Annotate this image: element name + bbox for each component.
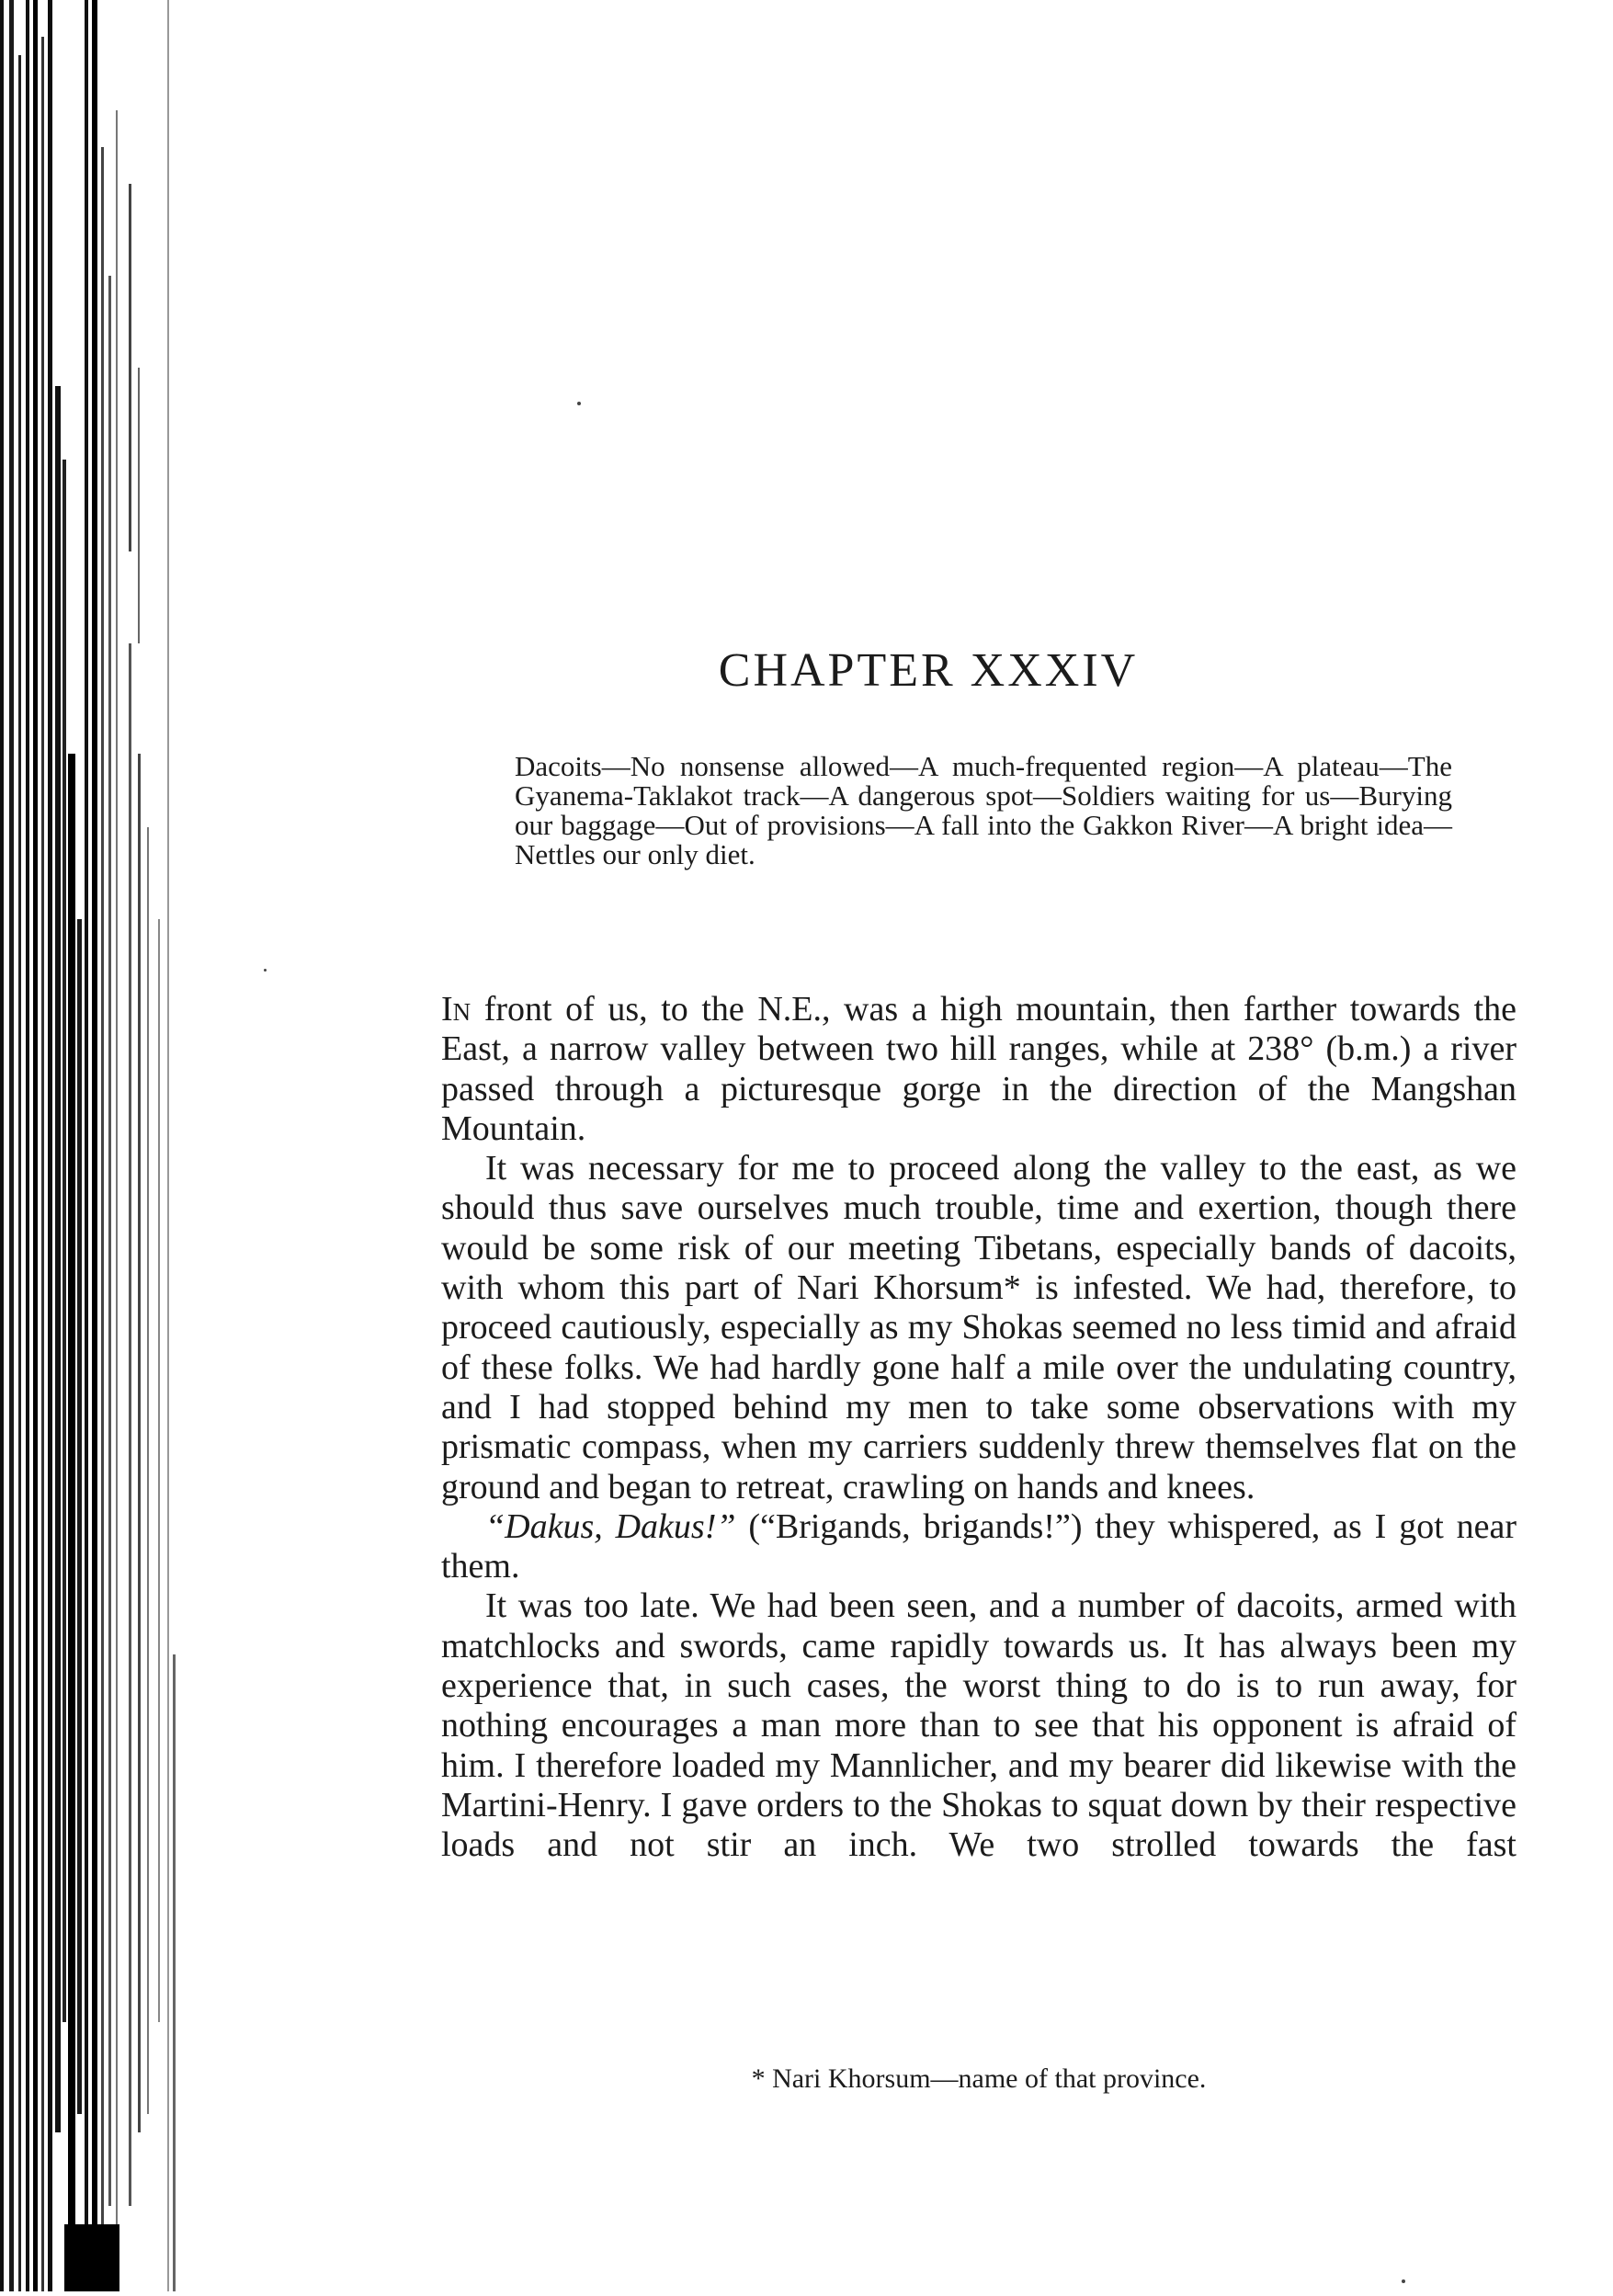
scan-binding-edge: [0, 0, 184, 2291]
paragraph: [441, 1507, 1516, 1587]
scan-speck: [264, 969, 267, 972]
binding-shadow-graphic: [0, 0, 184, 2291]
chapter-title: CHAPTER XXXIV: [718, 644, 1139, 697]
paragraph: It was necessary for me to proceed along the valley to the east, as we should thus save ourselves much trouble, time and exertion, though there would be some risk of our meeting Tibetans, especially bands of dacoits, with whom this part of Nari Khorsum* is infested. We had, therefore, to proceed cautiously, especially as my Shokas seemed no less timid and afraid of these folks. We had hardly gone half a mile over the undulating country, and I had stopped behind my men to take some observations with my prismatic compass, when my carriers suddenly threw themselves flat on the ground and began to retreat, crawling on hands and knees.: [441, 1149, 1516, 1506]
body-text: [441, 990, 1516, 1866]
paragraph-text: front of us, to the N.E., was a high mountain, then farther towards the East, a narrow valley between two hill ranges, while at 238° (b.m.) a river passed through a picturesque gorge in the direction of the Mangshan Mountain.: [441, 990, 1516, 1148]
scan-speck: [577, 402, 581, 405]
scan-speck: [1402, 2279, 1405, 2283]
italic-quote: “Dakus, Dakus!”: [485, 1506, 736, 1546]
paragraph: It was too late. We had been seen, and a number of dacoits, armed with matchlocks and swords, came rapidly towards us. It has always been my experience that, in such cases, the worst thing to do is to run away, for nothing encourages a man more than to see that his opponent is afraid of him. I therefore loaded my Mannlicher, and my bearer did likewise with the Martini-Henry. I gave orders to the Shokas to squat down by their respective loads and not stir an inch. We two strolled towards the fast: [441, 1586, 1516, 1865]
opening-word: In: [441, 990, 471, 1029]
chapter-summary: Dacoits—No nonsense allowed—A much-frequented region—A plateau—The Gyanema-Taklakot track—A dangerous spot—Soldiers waiting for us—Burying our baggage—Out of provisions—A fall into the Gakkon River—A bright idea—Nettles our only diet.: [515, 750, 1452, 870]
paragraph: [441, 990, 1516, 1149]
footnote: * Nari Khorsum—name of that province.: [751, 2063, 1207, 2094]
paragraph-text: (“Brigands, brigands!”) they whispered, as I got near them.: [441, 1506, 1516, 1586]
